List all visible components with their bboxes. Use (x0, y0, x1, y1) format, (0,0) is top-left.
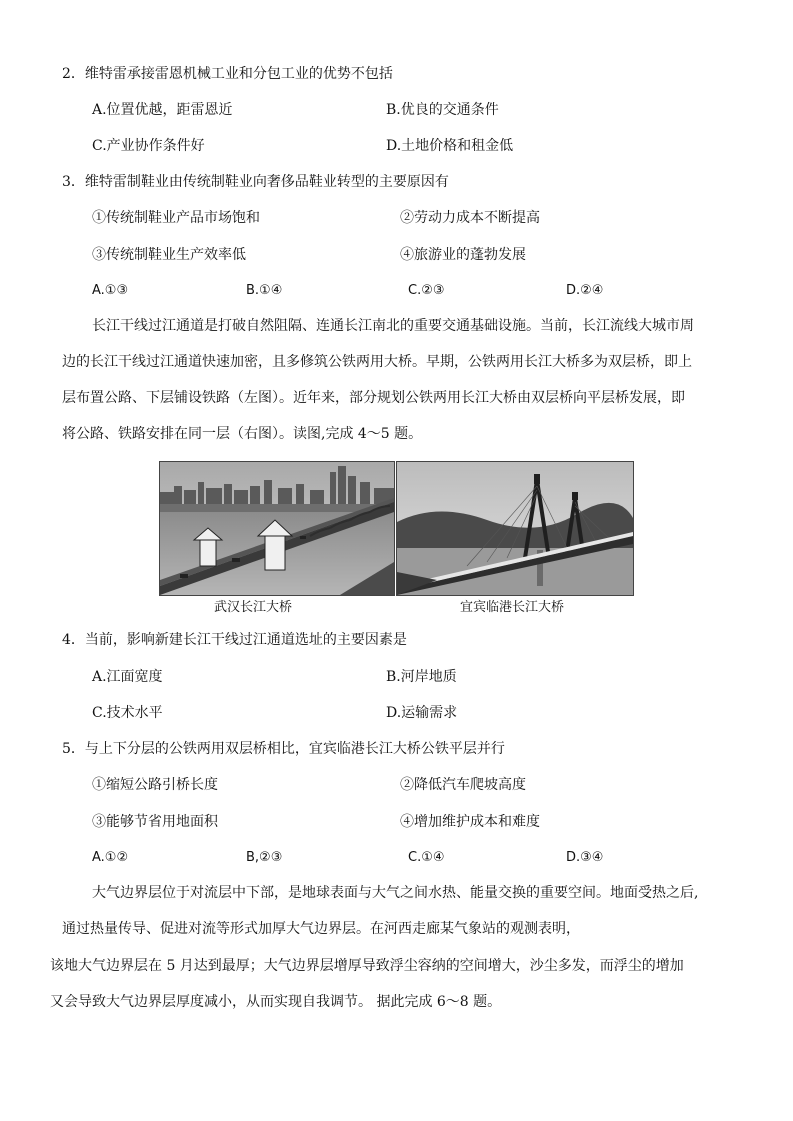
passage-1-line-4: 将公路、铁路安排在同一层（右图）。读图,完成 4～5 题。 (62, 426, 423, 442)
q3-statement-1: ①传统制鞋业产品市场饱和 (92, 210, 260, 226)
q2-option-b: B.优良的交通条件 (386, 102, 499, 118)
q3-statement-4: ④旅游业的蓬勃发展 (400, 247, 526, 263)
passage-2-line-1: 大气边界层位于对流层中下部，是地球表面与大气之间水热、能量交换的重要空间。地面受热之后, (92, 885, 699, 901)
q5-option-b: B,②③ (246, 850, 283, 865)
q5-statement-4: ④增加维护成本和难度 (400, 814, 540, 830)
question-3-stem: 3．维特雷制鞋业由传统制鞋业向奢侈品鞋业转型的主要原因有 (62, 174, 449, 190)
q5-statement-1: ①缩短公路引桥长度 (92, 777, 218, 793)
question-5-stem: 5．与上下分层的公铁两用双层桥相比，宜宾临港长江大桥公铁平层并行 (62, 741, 505, 757)
q2-option-a: A.位置优越，距雷恩近 (92, 102, 233, 118)
q2-option-d: D.土地价格和租金低 (386, 138, 514, 154)
q4-option-d: D.运输需求 (386, 705, 458, 721)
passage-1-line-3: 层布置公路、下层铺设铁路（左图）。近年来，部分规划公铁两用长江大桥由双层桥向平层桥发展，即 (62, 390, 685, 406)
question-4-stem: 4．当前，影响新建长江干线过江通道选址的主要因素是 (62, 632, 407, 648)
q5-statement-3: ③能够节省用地面积 (92, 814, 218, 830)
wuhan-bridge-photo (159, 461, 395, 596)
passage-2-line-2: 通过热量传导、促进对流等形式加厚大气边界层。在河西走廊某气象站的观测表明， (62, 921, 580, 937)
right-photo-caption: 宜宾临港长江大桥 (460, 600, 565, 615)
passage-2-line-3: 该地大气边界层在 5 月达到最厚；大气边界层增厚导致浮尘容纳的空间增大，沙尘多发，而浮尘的增加 (50, 958, 684, 974)
q3-option-a: A.①③ (92, 283, 129, 298)
left-photo-caption: 武汉长江大桥 (214, 600, 293, 615)
q3-option-b: B.①④ (246, 283, 283, 298)
q3-statement-2: ②劳动力成本不断提高 (400, 210, 540, 226)
q4-option-b: B.河岸地质 (386, 669, 457, 685)
q5-statement-2: ②降低汽车爬坡高度 (400, 777, 526, 793)
question-2-stem: 2．维特雷承接雷恩机械工业和分包工业的优势不包括 (62, 66, 393, 82)
passage-2-line-4: 又会导致大气边界层厚度减小，从而实现自我调节。 据此完成 6～8 题。 (50, 994, 502, 1010)
q5-option-c: C.①④ (408, 850, 445, 865)
q4-option-c: C.技术水平 (92, 705, 163, 721)
passage-1-line-2: 边的长江干线过江通道快速加密，且多修筑公铁两用大桥。早期，公铁两用长江大桥多为双层桥，即上 (62, 354, 692, 370)
q3-option-c: C.②③ (408, 283, 445, 298)
q2-option-c: C.产业协作条件好 (92, 138, 205, 154)
q3-option-d: D.②④ (566, 283, 604, 298)
yibin-bridge-photo (396, 461, 634, 596)
q4-option-a: A.江面宽度 (92, 669, 163, 685)
q3-statement-3: ③传统制鞋业生产效率低 (92, 247, 246, 263)
q5-option-d: D.③④ (566, 850, 604, 865)
passage-1-line-1: 长江干线过江通道是打破自然阻隔、连通长江南北的重要交通基础设施。当前，长江流线大城市周 (92, 318, 694, 334)
q5-option-a: A.①② (92, 850, 129, 865)
